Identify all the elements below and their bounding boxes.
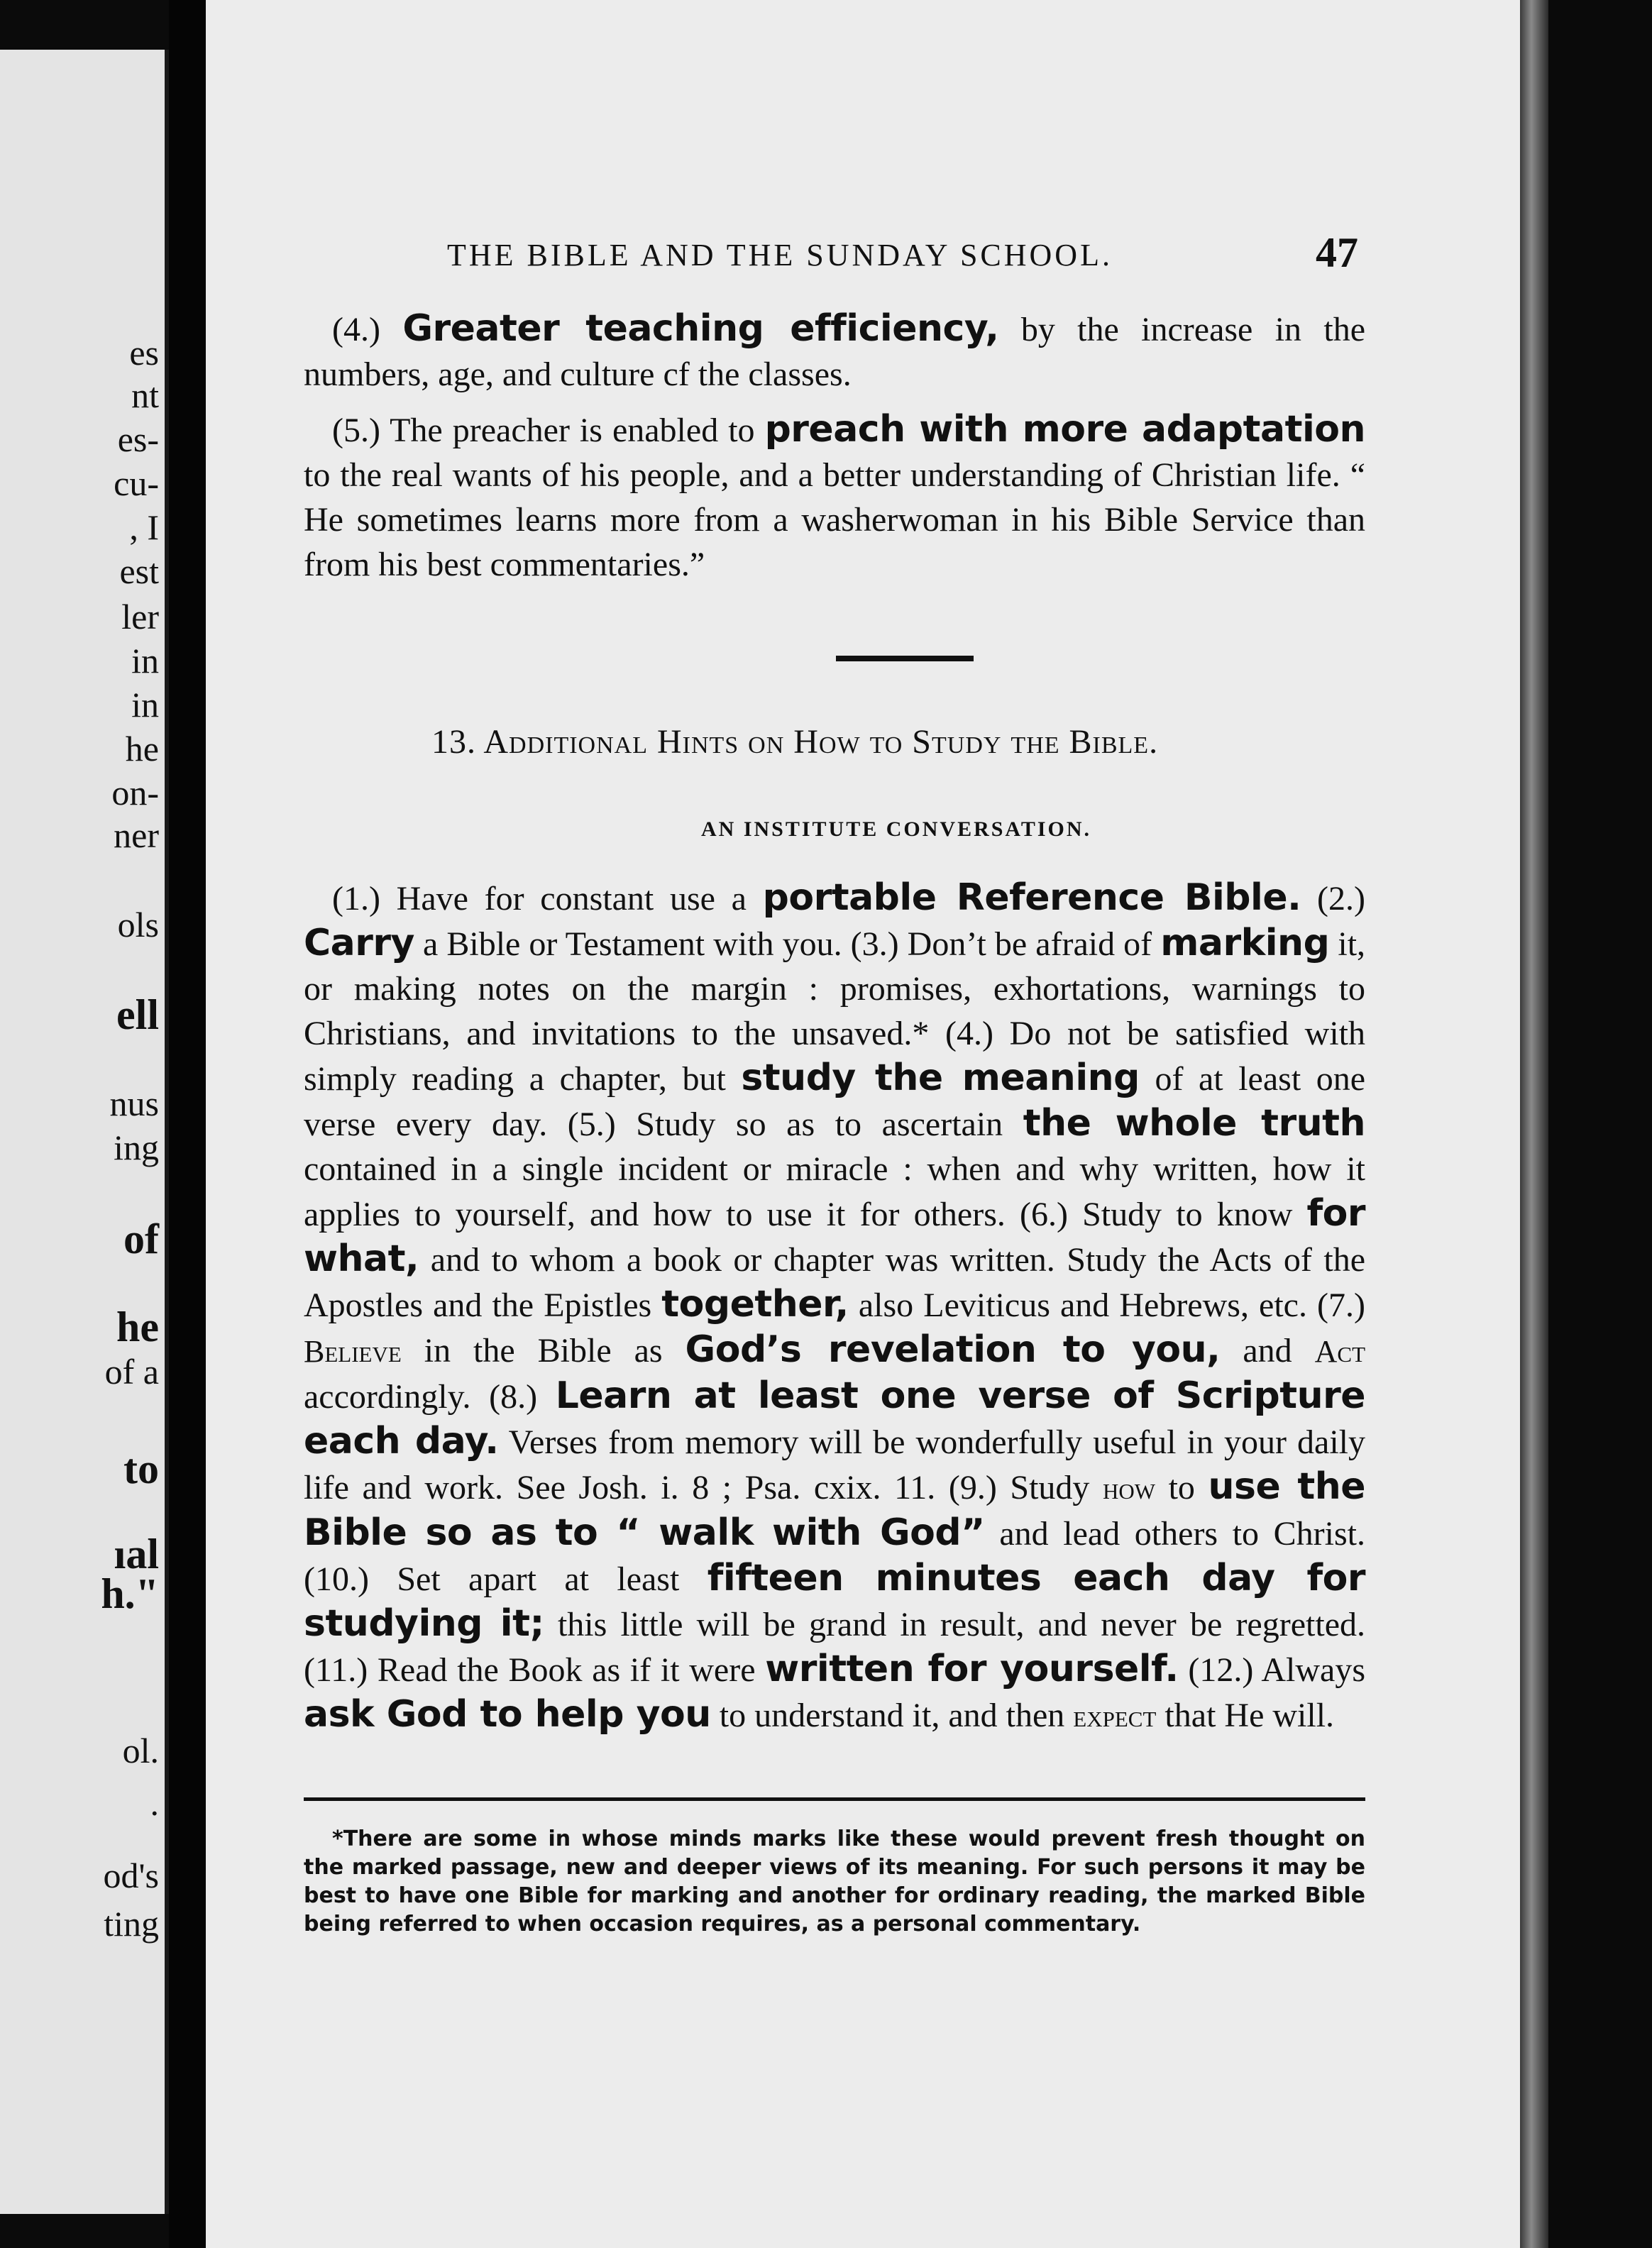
book-spine-edge: [1520, 0, 1548, 2248]
left-page-fragment: h.": [101, 1570, 159, 1617]
left-page-fragment: in: [131, 641, 159, 681]
emphasis-run: portable Reference Bible.: [762, 876, 1301, 919]
emphasis-run: ask God to help you: [304, 1693, 711, 1736]
small-caps-run: how: [1102, 1471, 1156, 1506]
section-divider: [836, 656, 974, 661]
small-caps-run: expect: [1073, 1699, 1157, 1734]
para4-text: by the increase in the numbers, age, and culture cf the classes.: [304, 311, 1366, 393]
left-facing-page: [0, 50, 169, 2214]
book-gutter: [169, 0, 206, 2248]
emphasis-run: Carry: [304, 922, 414, 964]
para5-lead: The preacher is enabled to: [390, 412, 755, 449]
left-page-fragment: ler: [121, 597, 159, 637]
text-run: contained in a single incident or miracle : when and why written, how it applies to yourself, and how to use it for others. (6.) Study to know: [304, 1150, 1365, 1233]
left-page-fragment: nus: [109, 1084, 159, 1123]
left-page-fragment: , I: [129, 507, 159, 547]
main-paragraph: [304, 876, 1365, 1739]
small-caps-run: Believe: [304, 1334, 402, 1369]
emphasis-run: the whole truth: [1023, 1102, 1366, 1145]
page-number: 47: [1316, 229, 1358, 276]
paragraph-5: [304, 407, 1365, 587]
emphasis-run: marking: [1160, 922, 1330, 964]
small-caps-run: Act: [1314, 1334, 1366, 1369]
left-page-fragment: ner: [114, 815, 159, 855]
left-page-fragment: es: [129, 333, 159, 373]
left-page-fragment: ols: [117, 905, 159, 944]
text-run: and to whom a book or chapter was written. Study the Acts of the Apostles and the Epistles: [304, 1241, 1366, 1324]
footnote: *There are some in whose minds marks like these would prevent fresh thought on the marked passage, new and deeper views of its meaning. For such persons it may be best to have one Bible for marking and another for ordinary reading, the marked Bible being referred to when occasion requires, as a personal commentary.: [304, 1826, 1365, 1936]
para4-number: (4.): [332, 311, 380, 348]
left-page-fragment: of: [123, 1216, 159, 1262]
text-run: of at least one verse every day. (5.) Study so as to ascertain: [304, 1060, 1366, 1143]
section-heading: 13. Additional Hints on How to Study the Bible.: [431, 723, 1159, 761]
text-run: (2.): [1317, 880, 1366, 918]
text-run: this little will be grand in result, and never be regretted. (11.) Read the Book as if it were: [304, 1606, 1365, 1689]
section-subheading: AN INSTITUTE CONVERSATION.: [701, 817, 1092, 841]
left-page-fragment: he: [125, 729, 159, 768]
para4-emphasis: Greater teaching efficiency,: [402, 307, 999, 350]
left-page-fragment: es-: [117, 419, 159, 459]
text-run: that He will.: [1164, 1697, 1335, 1734]
emphasis-run: written for yourself.: [765, 1648, 1179, 1690]
left-page-fragment: cu-: [114, 463, 159, 503]
left-page-fragment: ell: [116, 991, 159, 1038]
running-title: THE BIBLE AND THE SUNDAY SCHOOL.: [447, 238, 1113, 272]
emphasis-run: study the meaning: [741, 1057, 1140, 1099]
left-page-fragment: .: [150, 1783, 159, 1823]
left-page-fragment: est: [119, 551, 159, 591]
emphasis-run: God’s revelation to you,: [685, 1328, 1221, 1371]
text-run: to: [1168, 1469, 1195, 1506]
left-page-fragment: of a: [104, 1352, 159, 1392]
left-page-fragment: nt: [131, 375, 159, 415]
text-run: accordingly. (8.): [304, 1378, 538, 1416]
text-run: to understand it, and then: [719, 1697, 1065, 1734]
text-run: (1.) Have for constant use a: [332, 880, 747, 918]
left-page-fragment: ıal: [114, 1531, 159, 1577]
left-page-fragment: to: [123, 1445, 159, 1492]
footnote-rule: [304, 1797, 1365, 1801]
text-run: a Bible or Testament with you. (3.) Don’t be afraid of: [423, 925, 1152, 963]
left-page-fragment: on-: [111, 773, 159, 812]
left-page-fragment: ting: [104, 1904, 159, 1944]
left-page-fragment: ing: [114, 1128, 159, 1167]
scan-background: [1548, 0, 1652, 2248]
para5-text: to the real wants of his people, and a better understanding of Christian life. “ He sometimes learns more from a washerwoman in his Bible Service than from his best commentaries.”: [304, 456, 1365, 583]
paragraph-4: [304, 307, 1365, 397]
left-page-fragment: ol.: [122, 1731, 159, 1770]
book-page: [206, 0, 1520, 2248]
para5-number: (5.): [332, 412, 380, 449]
text-run: and lead others to Christ. (10.) Set apart at least: [304, 1515, 1365, 1598]
text-run: in the Bible as: [424, 1332, 663, 1370]
emphasis-run: together,: [661, 1283, 849, 1326]
emphasis-run: use the Bible so as to “ walk with God”: [304, 1465, 1366, 1554]
left-page-fragment: he: [116, 1304, 159, 1350]
text-run: also Leviticus and Hebrews, etc. (7.): [858, 1286, 1366, 1324]
text-run: Verses from memory will be wonderfully useful in your daily life and work. See Josh. i. 8 ; Psa. cxix. 11. (9.) Study: [304, 1423, 1365, 1506]
left-page-fragment: od's: [103, 1856, 159, 1895]
emphasis-run: Learn at least one verse of Scripture each day.: [304, 1374, 1366, 1462]
emphasis-run: fifteen minutes each day for studying it;: [304, 1557, 1366, 1645]
para5-emphasis: preach with more adaptation: [764, 408, 1366, 451]
emphasis-run: for what,: [304, 1192, 1365, 1280]
text-run: it, or making notes on the margin : promises, exhortations, warnings to Christians, and invitations to the unsaved.* (4.) Do not be satisfied with simply reading a chapter, but: [304, 925, 1366, 1098]
left-page-fragment: in: [131, 685, 159, 724]
running-head: [304, 228, 1365, 285]
text-run: (12.) Always: [1188, 1651, 1365, 1689]
text-run: and: [1243, 1332, 1292, 1370]
